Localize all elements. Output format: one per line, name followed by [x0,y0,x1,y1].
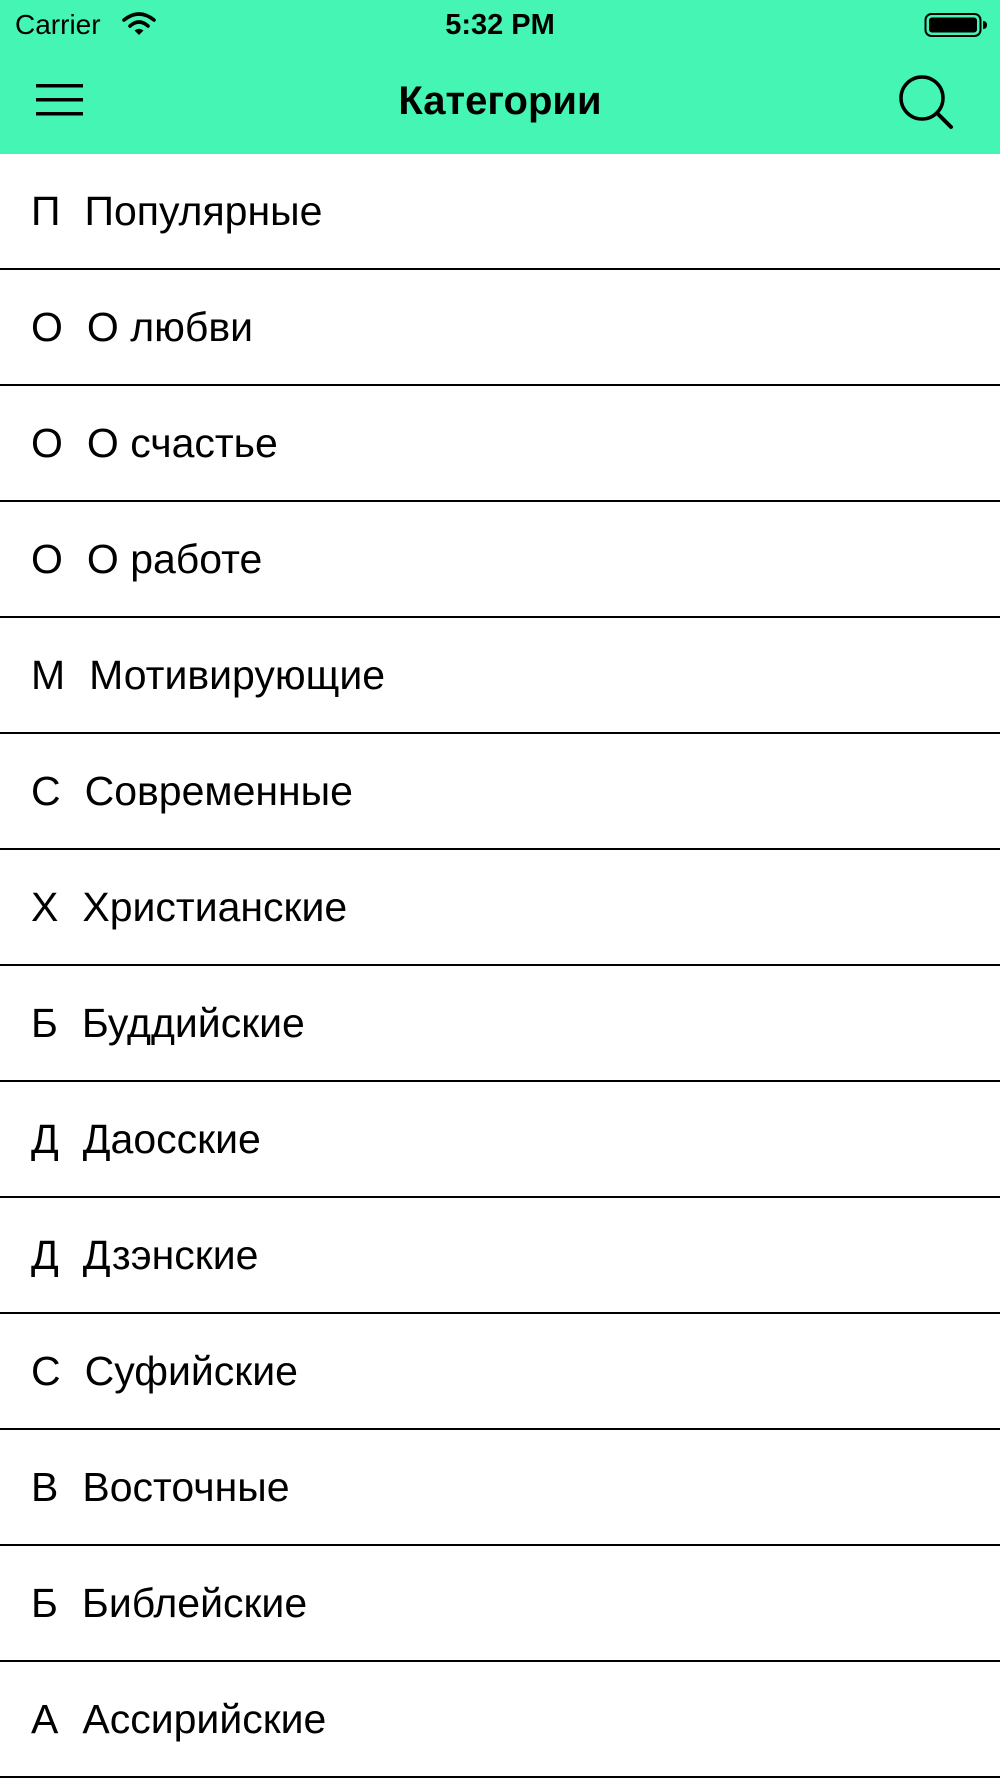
list-item[interactable] [0,1198,1000,1314]
category-label: Буддийские [81,999,305,1046]
category-letter: Б [31,1579,58,1626]
list-item[interactable] [0,1662,1000,1778]
category-label: О работе [86,535,263,582]
category-label: Мотивирующие [89,651,386,698]
page-title: Категории [398,79,602,123]
category-label: Дзэнские [82,1231,259,1278]
category-letter: М [31,651,66,698]
list-item[interactable] [0,734,1000,850]
list-item[interactable] [0,270,1000,386]
category-label: Восточные [82,1463,290,1510]
list-item[interactable] [0,618,1000,734]
category-label: О любви [86,303,254,350]
search-icon [888,121,960,138]
header [0,0,1000,154]
category-label: Библейские [81,1579,308,1626]
battery-icon [924,10,988,40]
category-letter: А [31,1695,59,1742]
list-item[interactable] [0,1082,1000,1198]
list-item[interactable] [0,1546,1000,1662]
category-label: Суфийские [84,1347,298,1394]
category-letter: Х [31,883,59,930]
navigation-bar [0,50,1000,154]
category-letter: В [31,1463,59,1510]
category-letter: О [31,419,63,466]
status-bar [0,0,1000,50]
category-label: Ассирийские [82,1695,327,1742]
category-label: Христианские [82,883,348,930]
category-label: Современные [84,767,353,814]
list-item[interactable] [0,1314,1000,1430]
status-time: 5:32 PM [445,9,555,41]
category-letter: О [31,535,63,582]
list-item[interactable] [0,502,1000,618]
category-label: Популярные [84,187,323,234]
category-letter: С [31,767,61,814]
list-item[interactable] [0,1430,1000,1546]
category-label: Даосские [82,1115,261,1162]
category-letter: О [31,303,63,350]
search-button[interactable] [888,70,960,134]
category-list [0,154,1000,1778]
category-letter: Д [31,1115,59,1162]
list-item[interactable] [0,966,1000,1082]
category-letter: Б [31,999,58,1046]
category-letter: П [31,187,61,234]
carrier-label: Carrier [15,9,101,40]
category-letter: Д [31,1231,59,1278]
category-letter: С [31,1347,61,1394]
list-item[interactable] [0,154,1000,270]
list-item[interactable] [0,850,1000,966]
list-item[interactable] [0,386,1000,502]
category-label: О счастье [86,419,278,466]
